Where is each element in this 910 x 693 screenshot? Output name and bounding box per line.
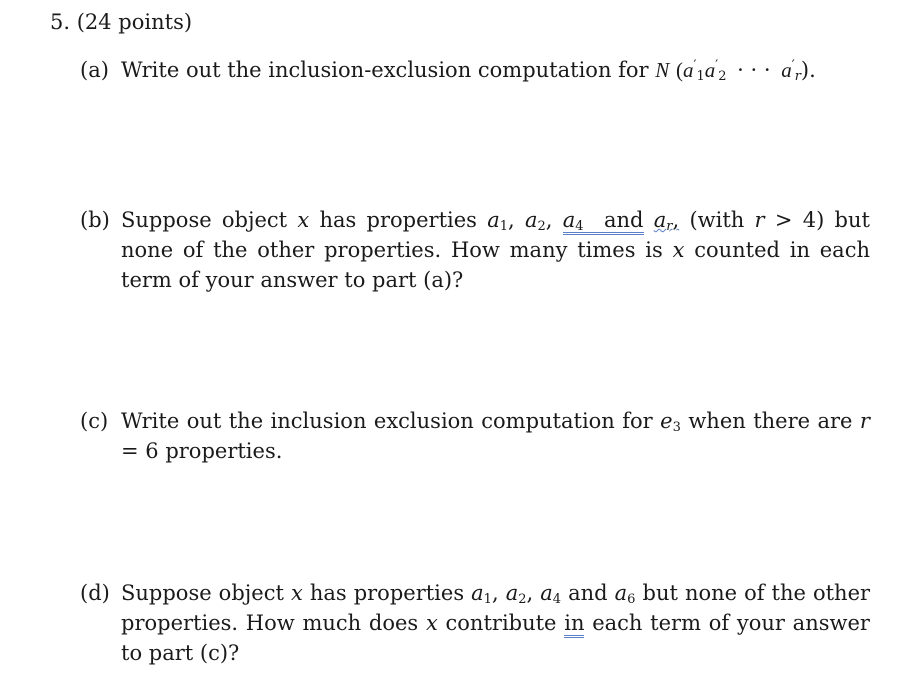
part-b	[80, 205, 870, 295]
problem-heading: 5. (24 points)	[50, 10, 193, 34]
part-d	[80, 578, 870, 668]
part-a-text: Write out the inclusion-exclusion computation for N ($a'_1a'_2$ · · · $a'_r$).	[121, 58, 816, 84]
grammar-underline: $a_4$ and	[562, 208, 644, 234]
part-c-label: (c)	[80, 409, 109, 433]
part-c	[80, 406, 870, 466]
part-d-text: Suppose object x has properties $a_1$, $a_2$, $a_4$ and $a_6$ but none of the other properties. How much does x contribute in each term of your answer to part (c)?	[121, 581, 871, 665]
part-a-label: (a)	[80, 58, 109, 82]
grammar-underline: in	[564, 611, 584, 638]
spelling-underline: $a_r$,	[653, 208, 680, 234]
part-c-text: Write out the inclusion exclusion computation for $e_3$ when there are r = 6 properties.	[121, 409, 870, 463]
part-b-text: Suppose object x has properties $a_1$, $a_2$, $a_4$ and $a_r$, (with r > 4) but none of the other properties. How many times is x counted in each term of your answer to part (a)?	[121, 208, 870, 292]
part-b-label: (b)	[80, 208, 110, 232]
part-d-label: (d)	[80, 581, 110, 605]
part-a	[80, 55, 870, 85]
